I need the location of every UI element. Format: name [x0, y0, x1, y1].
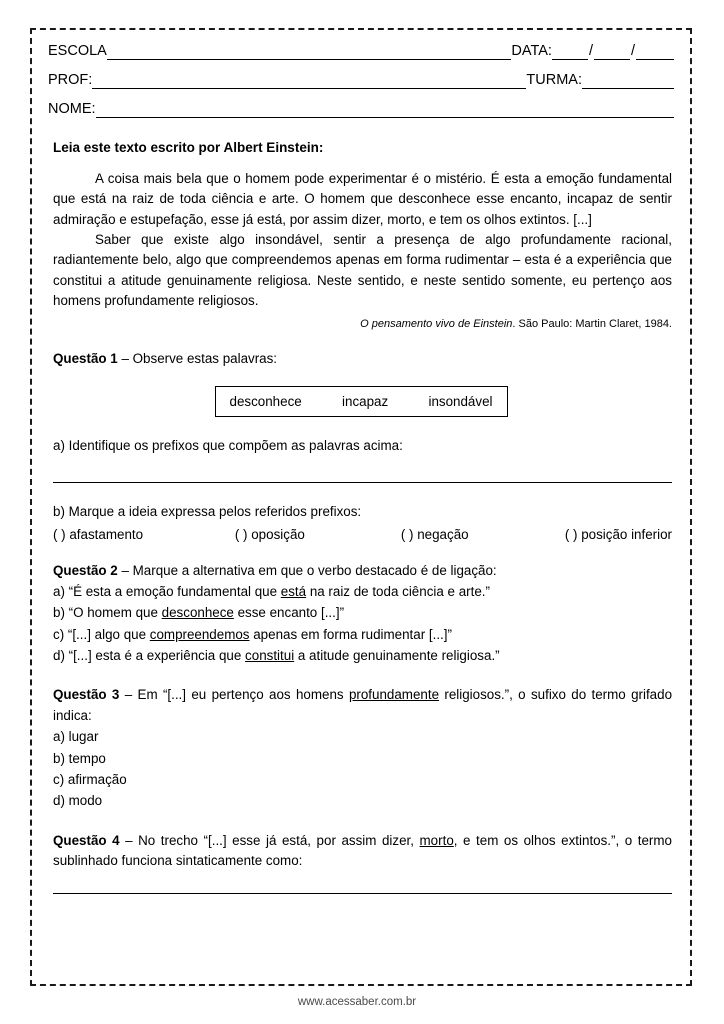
questao-2-alt-d[interactable]	[53, 646, 672, 666]
questao-3-highlight: profundamente	[348, 687, 440, 703]
questao-2-dash: –	[117, 562, 133, 578]
worksheet-page	[30, 28, 692, 986]
questao-1b-option-3[interactable]	[401, 527, 565, 542]
student-info-header	[46, 42, 676, 118]
turma-input-line[interactable]	[582, 76, 674, 89]
questao-4-dash: –	[119, 832, 139, 848]
data-slash-2: /	[630, 43, 635, 59]
questao-2-alt-a[interactable]	[53, 582, 672, 602]
data-slash-1: /	[588, 43, 593, 59]
word-item-1: desconhece	[229, 393, 302, 409]
questao-3-alt-c[interactable]: c) afirmação	[53, 771, 127, 787]
turma-label: TURMA:	[526, 71, 582, 88]
questao-1b-option-4[interactable]	[565, 527, 672, 542]
questao-3-dash: –	[119, 687, 138, 703]
reading-instruction: Leia este texto escrito por Albert Einstein:	[53, 139, 324, 155]
nome-row	[48, 102, 674, 118]
questao-1b-option-2[interactable]	[235, 527, 401, 542]
checkbox-paren-3[interactable]: ( )	[400, 526, 414, 542]
data-label: DATA:	[511, 43, 552, 59]
questao-1b-options	[53, 527, 672, 542]
checkbox-paren-1[interactable]: ( )	[53, 526, 66, 542]
text-paragraph-2: Saber que existe algo insondável, sentir a presença de algo profundamente racional, radiantemente belo, algo que compreendemos apenas em forma rudimentar – esta é a experiência que constitui a atitude genuinamente religiosa. Neste sentido, e neste sentido somente, eu pertenço aos homens profundamente religiosos.	[53, 231, 672, 309]
questao-2-alt-b-post: esse encanto [...]”	[233, 605, 345, 621]
word-list-box	[215, 386, 508, 417]
questao-2-text: Marque a alternativa em que o verbo destacado é de ligação:	[132, 562, 497, 578]
questao-3-alt-b[interactable]: b) tempo	[53, 750, 106, 766]
footer-website[interactable]: www.acessaber.com.br	[297, 996, 417, 1008]
questao-1b-option-1-label: afastamento	[65, 526, 144, 542]
escola-data-row	[48, 44, 674, 60]
source-title: O pensamento vivo de Einstein	[360, 318, 513, 331]
questao-2-alt-a-pre: a) “É esta a emoção fundamental que	[53, 583, 281, 599]
questao-3-text-post: religiosos.”, o sufixo do termo grifado indica:	[53, 687, 673, 723]
questao-2-alt-c-pre: c) “[...] algo que	[53, 626, 150, 642]
questao-1b-option-3-label: negação	[413, 526, 469, 542]
questao-2-alt-d-pre: d) “[...] esta é a experiência que	[53, 648, 246, 664]
questao-3-text-pre: Em “[...] eu pertenço aos homens	[137, 687, 349, 703]
escola-label: ESCOLA	[48, 43, 107, 59]
questao-1b-option-2-label: oposição	[247, 526, 305, 542]
questao-4-number: Questão 4	[53, 832, 120, 848]
questao-1-item-a: a) Identifique os prefixos que compõem as palavras acima:	[53, 437, 403, 453]
questao-3-alt-a[interactable]: a) lugar	[53, 729, 99, 745]
checkbox-paren-2[interactable]: ( )	[234, 526, 248, 542]
questao-1-text: Observe estas palavras:	[132, 351, 278, 367]
questao-1-prompt	[53, 349, 672, 369]
data-year-input-line[interactable]	[636, 47, 674, 60]
questao-2-alt-a-post: na raiz de toda ciência e arte.”	[306, 583, 490, 599]
data-month-input-line[interactable]	[594, 47, 630, 60]
prof-turma-row	[48, 73, 674, 89]
questao-1-dash: –	[117, 351, 133, 367]
questao-2-alt-c-post: apenas em forma rudimentar [...]”	[249, 626, 452, 642]
data-day-input-line[interactable]	[552, 47, 588, 60]
questao-2-number: Questão 2	[53, 562, 118, 578]
text-paragraph-1: A coisa mais bela que o homem pode experimentar é o mistério. É esta a emoção fundamental que está na raiz de toda ciência e arte. O homem que desconhece esse encanto, incapaz de sentir admiração e estupefação, esse já está, por assim dizer, morto, e tem os olhos extintos. [...]	[53, 170, 672, 227]
questao-4-answer-line[interactable]	[53, 893, 672, 894]
questao-3-alt-d[interactable]: d) modo	[53, 793, 103, 809]
questao-2-alt-b-pre: b) “O homem que	[53, 605, 162, 621]
nome-input-line[interactable]	[96, 105, 674, 118]
source-publisher: . São Paulo: Martin Claret, 1984.	[512, 318, 672, 331]
text-source-citation	[46, 318, 672, 330]
questao-4-prompt	[53, 831, 672, 872]
questao-3-number: Questão 3	[53, 687, 120, 703]
questao-1b-option-4-label: posição inferior	[577, 526, 672, 542]
questao-2-alt-d-highlight: constitui	[245, 648, 295, 664]
word-item-3: insondável	[428, 393, 493, 409]
questao-4-text-pre: No trecho “[...] esse já está, por assim dizer,	[138, 832, 420, 848]
questao-1b-option-1[interactable]	[53, 527, 235, 542]
questao-2-alt-b-highlight: desconhece	[161, 605, 234, 621]
checkbox-paren-4[interactable]: ( )	[564, 526, 578, 542]
questao-4-highlight: morto	[419, 832, 454, 848]
questao-2-alt-a-highlight: está	[280, 583, 307, 599]
questao-2-alt-c[interactable]	[53, 625, 672, 645]
nome-label: NOME:	[48, 100, 96, 117]
questao-4-text-post: , e tem os olhos extintos.”, o termo sublinhado funciona sintaticamente como:	[53, 832, 672, 869]
escola-input-line[interactable]	[107, 47, 512, 60]
questao-1-number: Questão 1	[53, 351, 118, 367]
questao-2-alt-d-post: a atitude genuinamente religiosa.”	[294, 648, 500, 664]
questao-2-prompt	[53, 561, 672, 581]
prof-label: PROF:	[48, 71, 93, 88]
questao-3-prompt	[53, 685, 672, 726]
prof-input-line[interactable]	[92, 76, 526, 89]
word-item-2: incapaz	[342, 393, 389, 409]
questao-2-alt-b[interactable]	[53, 603, 672, 623]
questao-1-item-b: b) Marque a ideia expressa pelos referidos prefixos:	[53, 504, 362, 520]
questao-2-alt-c-highlight: compreendemos	[149, 626, 250, 642]
questao-1a-answer-line[interactable]	[53, 482, 672, 483]
